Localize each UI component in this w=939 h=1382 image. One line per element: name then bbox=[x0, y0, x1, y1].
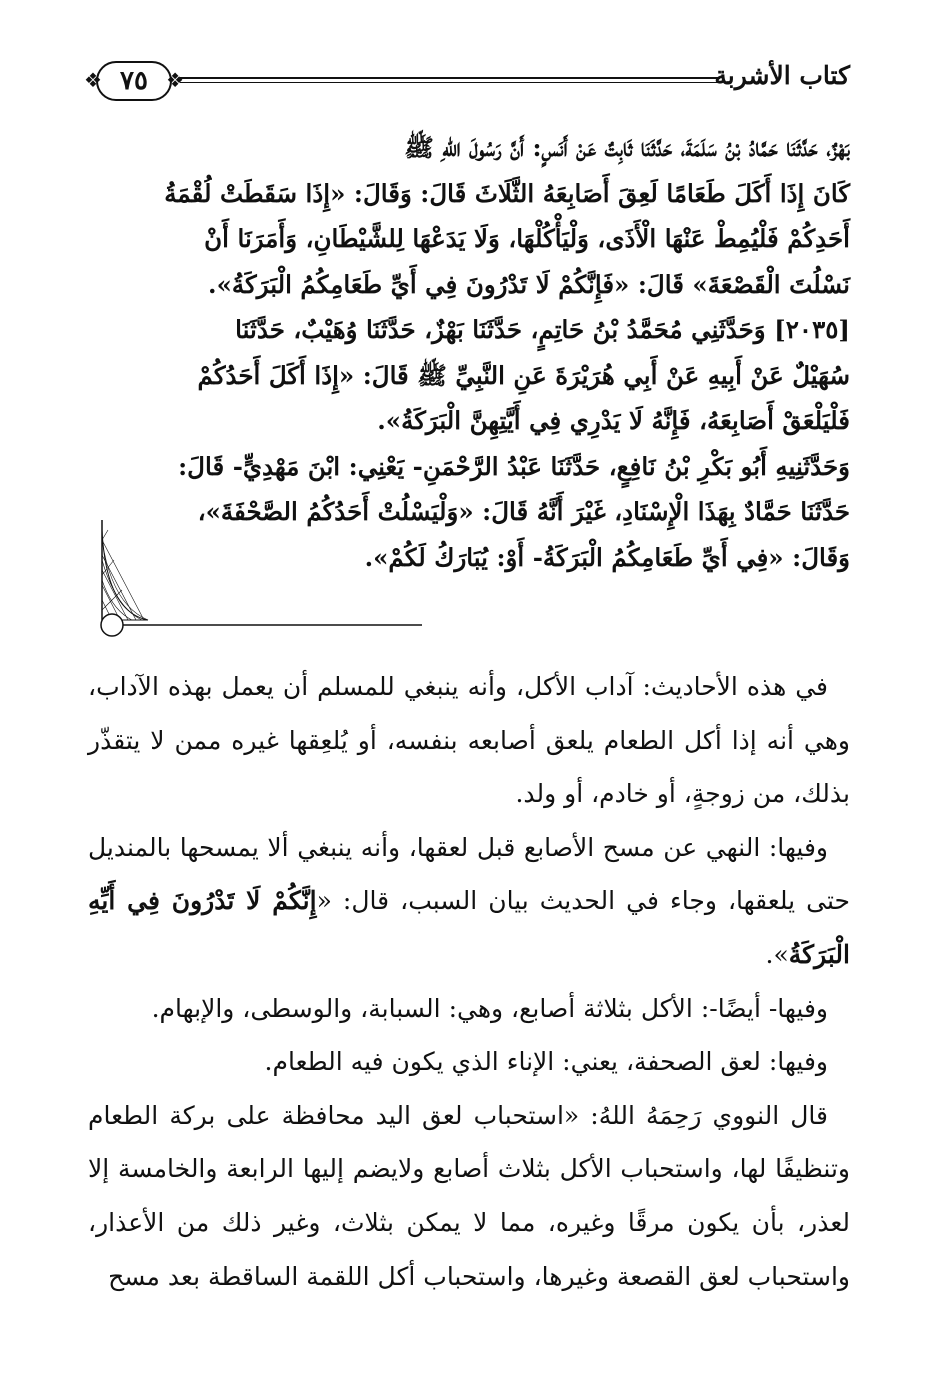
hadith-line: سُهَيْلٌ عَنْ أَبِيهِ عَنْ أَبِي هُرَيْرَةَ عَنِ النَّبِيِّ ﷺ قَالَ: «إِذَا أَكَلَ أَحَدُكُمْ bbox=[197, 360, 850, 390]
hadith-line: أَحَدِكُمْ فَلْيُمِطْ عَنْهَا الْأَذَى، وَلْيَأْكُلْهَا، وَلَا يَدَعْهَا لِلشَّيْطَانِ، وَأَمَرَنَا أَنْ bbox=[204, 224, 850, 253]
commentary-paragraph bbox=[88, 821, 850, 982]
commentary-paragraph: وفيها- أيضًا-: الأكل بثلاثة أصابع، وهي: السبابة، والوسطى، والإبهام. bbox=[151, 993, 828, 1023]
hadith-line: [٢٠٣٥] وَحَدَّثَنِي مُحَمَّدُ بْنُ حَاتِمٍ، حَدَّثَنَا بَهْزٌ، حَدَّثَنَا وُهَيْبٌ، حَدَّثَنَا bbox=[235, 315, 850, 344]
commentary-paragraph: في هذه الأحاديث: آداب الأكل، وأنه ينبغي للمسلم أن يعمل بهذه الآداب، وهي أنه إذا أكل الطعام يلعق أصابعه بنفسه، أو يُلعِقها غيره ممن لا يتقذّر بذلك، من زوجةٍ، أو خادم، أو ولد. bbox=[88, 672, 850, 809]
page-number: ٧٥ bbox=[120, 66, 148, 96]
hadith-line: نَسْلُتَ الْقَصْعَةَ» قَالَ: «فَإِنَّكُمْ لَا تَدْرُونَ فِي أَيِّ طَعَامِكُمُ الْبَرَكَةُ». bbox=[208, 269, 850, 299]
commentary bbox=[88, 660, 850, 1303]
page-header bbox=[84, 55, 850, 111]
hadith-line: بَهْزٌ، حَدَّثَنَا حَمَّادُ بْنُ سَلَمَةَ، حَدَّثَنَا ثَابِتٌ عَنْ أَنَسٍ: أَنَّ رَسُولَ اللهِ ﷺ bbox=[404, 133, 850, 162]
page-number-badge bbox=[84, 55, 184, 107]
book-title: كتاب الأشربة bbox=[714, 61, 850, 90]
commentary-paragraph: قال النووي رَحِمَهُ اللهُ: «استحباب لعق اليد محافظة على بركة الطعام وتنظيفًا لها، واستحباب الأكل بثلاث أصابع ولايضم إليها الرابعة والخامسة إلا لعذر، بأن يكون مرقًا وغيره، مما لا يمكن بثلاث، وغير ذلك من الأعذار، واستحباب لعق القصعة وغيرها، واستحباب أكل اللقمة الساقطة بعد مسح bbox=[88, 1100, 850, 1291]
commentary-paragraph: وفيها: لعق الصحفة، يعني: الإناء الذي يكون فيه الطعام. bbox=[264, 1047, 828, 1077]
hadith-line: حَدَّثَنَا حَمَّادٌ بِهَذَا الْإِسْنَادِ، غَيْرَ أَنَّهُ قَالَ: «وَلْيَسْلُتْ أَحَدُكُمُ الصَّحْفَةَ»، bbox=[197, 497, 850, 526]
commentary-text: ». bbox=[765, 939, 789, 969]
hadith-line: كَانَ إِذَا أَكَلَ طَعَامًا لَعِقَ أَصَابِعَهُ الثَّلَاثَ قَالَ: وَقَالَ: «إِذَا سَقَطَتْ لُقْمَةُ bbox=[164, 178, 850, 208]
hadith-block bbox=[92, 125, 850, 580]
hadith-line: فَلْيَلْعَقْ أَصَابِعَهُ، فَإِنَّهُ لَا يَدْرِي فِي أَيَّتِهِنَّ الْبَرَكَةُ». bbox=[377, 406, 850, 435]
commentary-text: وفيها: النهي عن مسح الأصابع قبل لعقها، وأنه ينبغي ألا يمسحها بالمنديل حتى يلعقها، وجاء في الحديث بيان السبب، قال: « bbox=[88, 832, 850, 916]
ornament-right-icon: ❖ bbox=[166, 68, 184, 92]
hadith-line: وَحَدَّثَنِيهِ أَبُو بَكْرِ بْنُ نَافِعٍ، حَدَّثَنَا عَبْدُ الرَّحْمَنِ- يَعْنِي: ابْنَ مَهْدِيٍّ- قَالَ: bbox=[178, 451, 850, 481]
hadith-quote: إِنَّكُمْ لَا تَدْرُونَ فِي أَيِّهِ الْبَرَكَةُ bbox=[88, 886, 850, 969]
corner-ornament-icon bbox=[92, 520, 422, 645]
ornament-left-icon: ❖ bbox=[84, 68, 102, 92]
hadith-line: وَقَالَ: «فِي أَيِّ طَعَامِكُمُ الْبَرَكَةُ- أَوْ: يُبَارَكُ لَكُمْ». bbox=[364, 542, 850, 572]
header-rule bbox=[180, 77, 720, 83]
